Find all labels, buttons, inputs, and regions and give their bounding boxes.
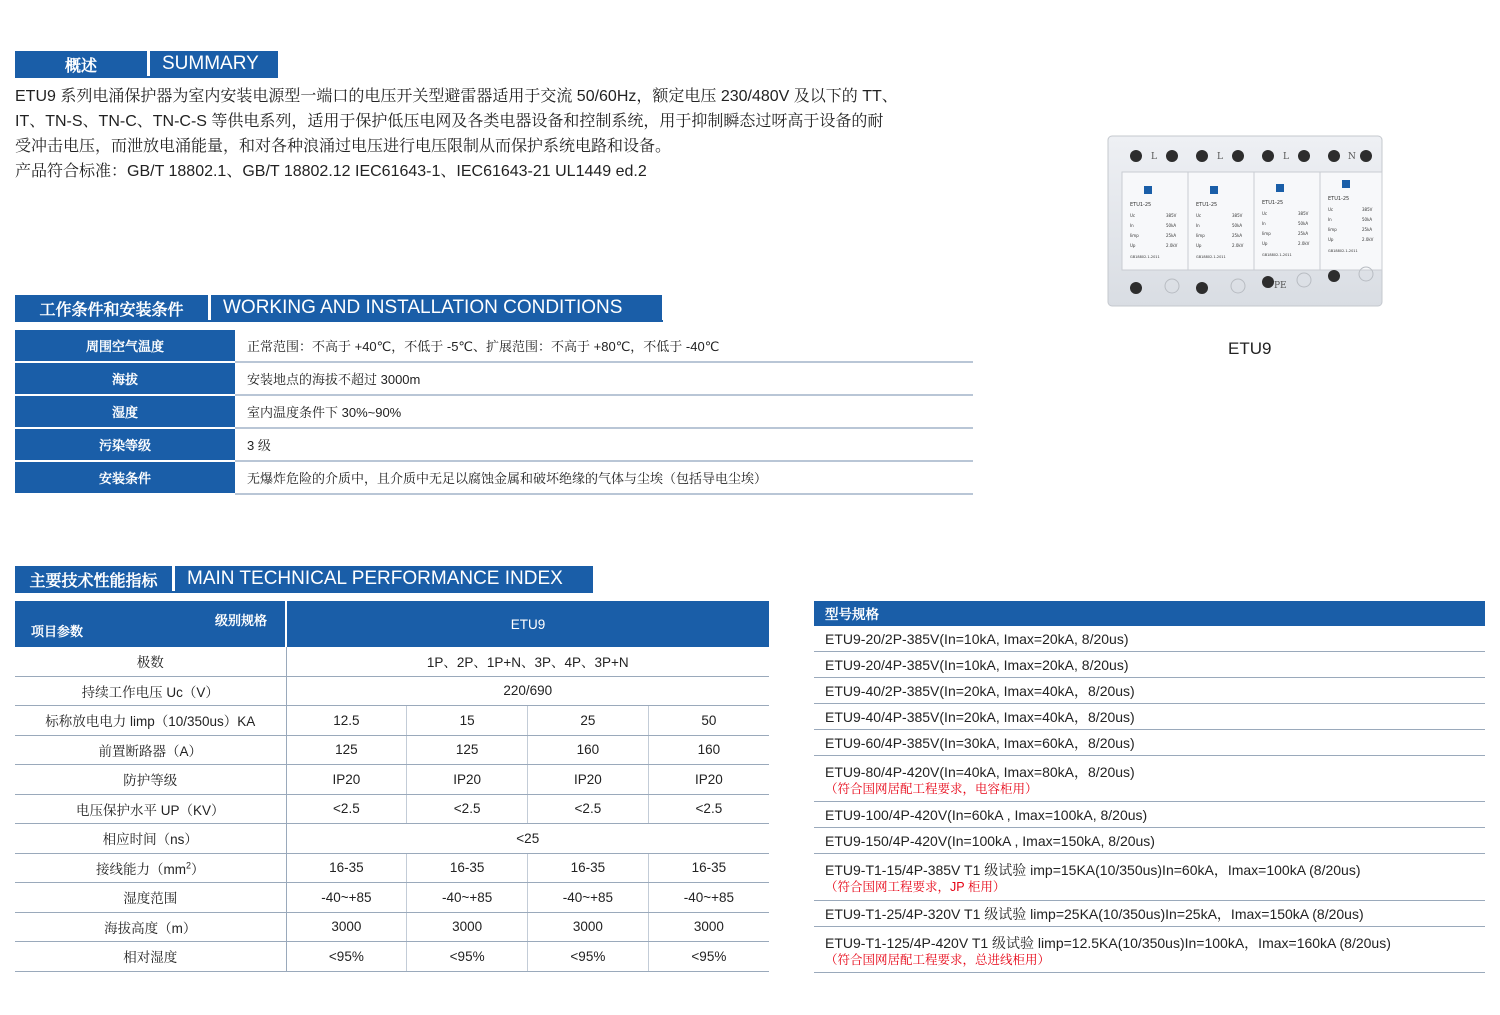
param-value: -40~+85 (407, 883, 528, 913)
param-value: 3000 (528, 912, 649, 942)
main-header-cn: 主要技术性能指标 (15, 566, 172, 592)
param-value: 160 (648, 735, 769, 765)
param-value: 16-35 (286, 853, 407, 883)
table-row (15, 942, 769, 972)
condition-key: 海拔 (15, 362, 235, 395)
model-list (814, 601, 1485, 973)
wire-key-text: 接线能力（mm (95, 861, 186, 877)
product-spec-val: 25kA (1298, 231, 1309, 236)
list-item (814, 704, 1485, 730)
brand-logo-icon (1144, 186, 1152, 194)
working-header-cn: 工作条件和安装条件 (15, 295, 208, 321)
param-key: 相对湿度 (15, 942, 286, 972)
param-key: 前置断路器（A） (15, 735, 286, 765)
param-value: 3000 (286, 912, 407, 942)
brand-logo-icon (1276, 184, 1284, 192)
list-item (814, 901, 1485, 927)
param-key: 电压保护水平 UP（KV） (15, 794, 286, 824)
product-module-title: ETU1-25 (1196, 202, 1218, 208)
product-top-label: L (1283, 152, 1289, 162)
param-value: <25 (286, 824, 769, 854)
working-header (15, 295, 662, 321)
summary-header-en: SUMMARY (147, 51, 278, 77)
product-top-label: N (1348, 152, 1356, 162)
list-item (814, 802, 1485, 828)
product-spec-val: 25kA (1166, 233, 1177, 238)
product-spec-val: 2.0kV (1232, 243, 1244, 248)
list-item (814, 927, 1485, 973)
param-key: 极数 (15, 647, 286, 676)
model-text: ETU9-T1-15/4P-385V T1 级试验 imp=15KA(10/350us)In=60kA，Imax=100kA (8/20us) (825, 862, 1361, 878)
product-spec-key: In (1262, 221, 1266, 226)
product-spec-val: 385V (1298, 211, 1309, 216)
table-row (15, 461, 973, 494)
table-row (15, 647, 769, 676)
param-value: 160 (528, 735, 649, 765)
brand-logo-icon (1210, 186, 1218, 194)
table-row (15, 824, 769, 854)
table-row (15, 428, 973, 461)
param-value: 16-35 (528, 853, 649, 883)
working-header-line (15, 320, 663, 322)
wire-key-end: ） (191, 861, 205, 877)
product-spec-val: 50kA (1362, 217, 1373, 222)
param-value: 125 (286, 735, 407, 765)
product-spec-val: 25kA (1362, 227, 1373, 232)
product-spec-key: In (1130, 223, 1134, 228)
model-text: ETU9-20/4P-385V(In=10kA, Imax=20kA, 8/20us) (825, 656, 1129, 673)
product-spec-key: Up (1196, 243, 1202, 248)
param-key (15, 853, 286, 883)
param-value: <2.5 (648, 794, 769, 824)
param-value: IP20 (648, 765, 769, 795)
corner-cell (15, 601, 286, 647)
model-text: ETU9-T1-125/4P-420V T1 级试验 limp=12.5KA(10/350us)In=100kA，Imax=160kA (8/20us) (825, 934, 1391, 951)
product-spec-val: 50kA (1298, 221, 1309, 226)
param-key: 持续工作电压 Uc（V） (15, 676, 286, 706)
param-value: -40~+85 (528, 883, 649, 913)
main-header-line (15, 591, 593, 593)
product-spec-key: Iimp (1130, 233, 1139, 238)
product-spec-key: Iimp (1262, 231, 1271, 236)
table-row (15, 853, 769, 883)
table-row (15, 330, 973, 362)
list-item (814, 652, 1485, 678)
param-value: -40~+85 (286, 883, 407, 913)
list-item (814, 730, 1485, 756)
corner-bottom-label: 项目参数 (31, 624, 84, 639)
wire-key-sup: 2 (185, 860, 191, 871)
product-spec-val: 50kA (1166, 223, 1177, 228)
product-standard: GB18802.1-2011 (1328, 249, 1358, 253)
table-row (15, 765, 769, 795)
summary-line: ETU9 系列电涌保护器为室内安装电源型一端口的电压开关型避雷器适用于交流 50/60Hz，额定电压 230/480V 及以下的 TT、 (15, 88, 898, 105)
condition-key: 周围空气温度 (15, 330, 235, 362)
summary-line: 受冲击电压，而泄放电涌能量，和对各种浪涌过电压进行电压限制从而保护系统电路和设备。 (15, 138, 672, 155)
product-spec-key: Uc (1328, 207, 1334, 212)
product-spec-key: In (1328, 217, 1332, 222)
product-pe-label: PE (1274, 281, 1287, 291)
product-spec-key: Uc (1196, 213, 1202, 218)
product-spec-key: In (1196, 223, 1200, 228)
param-value: 15 (407, 706, 528, 736)
param-value: 16-35 (648, 853, 769, 883)
product-spec-key: Uc (1262, 211, 1268, 216)
product-spec-key: Up (1130, 243, 1136, 248)
product-module-title: ETU1-25 (1130, 202, 1152, 208)
table-row (15, 395, 973, 428)
table-header-row (15, 601, 769, 647)
param-value: IP20 (528, 765, 649, 795)
param-key: 标称放电电力 limp（10/350us）KA (15, 706, 286, 736)
table-row (15, 676, 769, 706)
product-top-label: L (1151, 152, 1157, 162)
product-module-title: ETU1-25 (1262, 200, 1284, 206)
condition-key: 湿度 (15, 395, 235, 428)
corner-top-label: 级别规格 (214, 613, 267, 628)
condition-value: 安装地点的海拔不超过 3000m (235, 362, 973, 395)
product-spec-val: 385V (1166, 213, 1177, 218)
table-row (15, 735, 769, 765)
summary-line: IT、TN-S、TN-C、TN-C-S 等供电系列，适用于保护低压电网及各类电器设备和控制系统，用于抑制瞬态过呀高于设备的耐 (15, 113, 884, 130)
param-key: 湿度范围 (15, 883, 286, 913)
param-value: <95% (286, 942, 407, 972)
table-row (15, 794, 769, 824)
product-spec-val: 385V (1232, 213, 1243, 218)
param-key: 防护等级 (15, 765, 286, 795)
list-item (814, 828, 1485, 854)
summary-header-cn: 概述 (15, 51, 147, 77)
product-spec-key: Uc (1130, 213, 1136, 218)
table-row (15, 883, 769, 913)
condition-value: 3 级 (235, 428, 973, 461)
product-module-title: ETU1-25 (1328, 196, 1350, 202)
model-note: （符合国网居配工程要求，总进线柜用） (825, 952, 1051, 967)
condition-value: 正常范围：不高于 +40℃，不低于 -5℃、扩展范围：不高于 +80℃，不低于 -40℃ (235, 330, 973, 362)
condition-value: 室内温度条件下 30%~90% (235, 395, 973, 428)
model-text: ETU9-20/2P-385V(In=10kA, Imax=20kA, 8/20us) (825, 630, 1129, 647)
model-text: ETU9-150/4P-420V(In=100kA , Imax=150kA, 8/20us) (825, 832, 1155, 849)
brand-logo-icon (1342, 180, 1350, 188)
summary-header-line (15, 76, 278, 78)
param-key: 相应时间（ns） (15, 824, 286, 854)
param-value: <95% (528, 942, 649, 972)
summary-header (15, 51, 278, 77)
param-value: <2.5 (407, 794, 528, 824)
param-value: 1P、2P、1P+N、3P、4P、3P+N (286, 647, 769, 676)
main-header-en: MAIN TECHNICAL PERFORMANCE INDEX (172, 566, 593, 592)
main-header (15, 566, 593, 592)
param-value: 50 (648, 706, 769, 736)
model-text: ETU9-40/2P-385V(In=20kA, Imax=40kA，8/20us) (825, 682, 1135, 699)
model-note: （符合国网工程要求，JP 柜用） (825, 880, 1006, 894)
param-value: <2.5 (528, 794, 649, 824)
product-spec-key: Up (1262, 241, 1268, 246)
product-caption: ETU9 (1228, 339, 1272, 358)
product-spec-val: 2.0kV (1166, 243, 1178, 248)
table-row (15, 706, 769, 736)
summary-text (15, 84, 985, 184)
working-conditions-table (15, 330, 973, 495)
model-text: ETU9-T1-25/4P-320V T1 级试验 limp=25KA(10/350us)In=25kA，Imax=150kA (8/20us) (825, 905, 1364, 922)
list-item (814, 854, 1485, 901)
condition-value: 无爆炸危险的介质中，且介质中无足以腐蚀金属和破坏绝缘的气体与尘埃（包括导电尘埃） (235, 461, 973, 494)
model-text: ETU9-100/4P-420V(In=60kA , Imax=100kA, 8/20us) (825, 806, 1148, 823)
param-value: 25 (528, 706, 649, 736)
condition-key: 污染等级 (15, 428, 235, 461)
param-value: <95% (648, 942, 769, 972)
product-image (1104, 130, 1386, 314)
condition-key: 安装条件 (15, 461, 235, 494)
product-top-label: L (1217, 152, 1223, 162)
product-spec-val: 25kA (1232, 233, 1243, 238)
summary-standards: 产品符合标准：GB/T 18802.1、GB/T 18802.12 IEC61643-1、IEC61643-21 UL1449 ed.2 (15, 163, 647, 180)
model-list-title: 型号规格 (814, 601, 1485, 626)
product-spec-key: Iimp (1328, 227, 1337, 232)
performance-table (15, 601, 769, 972)
param-value: 125 (407, 735, 528, 765)
model-header: ETU9 (286, 601, 769, 647)
list-item (814, 756, 1485, 802)
param-value: IP20 (286, 765, 407, 795)
param-value: 3000 (407, 912, 528, 942)
list-item (814, 626, 1485, 652)
product-spec-val: 50kA (1232, 223, 1243, 228)
param-value: 16-35 (407, 853, 528, 883)
product-spec-key: Up (1328, 237, 1334, 242)
table-row (15, 362, 973, 395)
model-text: ETU9-40/4P-385V(In=20kA, Imax=40kA，8/20us) (825, 708, 1135, 725)
product-spec-val: 2.0kV (1298, 241, 1310, 246)
table-row (15, 912, 769, 942)
param-value: <95% (407, 942, 528, 972)
product-spec-key: Iimp (1196, 233, 1205, 238)
param-value: 12.5 (286, 706, 407, 736)
param-value: 220/690 (286, 676, 769, 706)
product-spec-val: 385V (1362, 207, 1373, 212)
model-text: ETU9-80/4P-420V(In=40kA, Imax=80kA，8/20us) (825, 763, 1135, 780)
model-note: （符合国网居配工程要求，电容柜用） (825, 781, 1038, 796)
param-value: 3000 (648, 912, 769, 942)
working-header-en: WORKING AND INSTALLATION CONDITIONS (208, 295, 662, 321)
product-standard: GB18802.1-2011 (1196, 255, 1226, 259)
param-value: IP20 (407, 765, 528, 795)
list-item (814, 678, 1485, 704)
param-value: <2.5 (286, 794, 407, 824)
param-value: -40~+85 (648, 883, 769, 913)
param-key: 海拔高度（m） (15, 912, 286, 942)
product-spec-val: 2.0kV (1362, 237, 1374, 242)
product-standard: GB18802.1-2011 (1130, 255, 1160, 259)
product-standard: GB18802.1-2011 (1262, 253, 1292, 257)
model-text: ETU9-60/4P-385V(In=30kA, Imax=60kA，8/20us) (825, 734, 1135, 751)
